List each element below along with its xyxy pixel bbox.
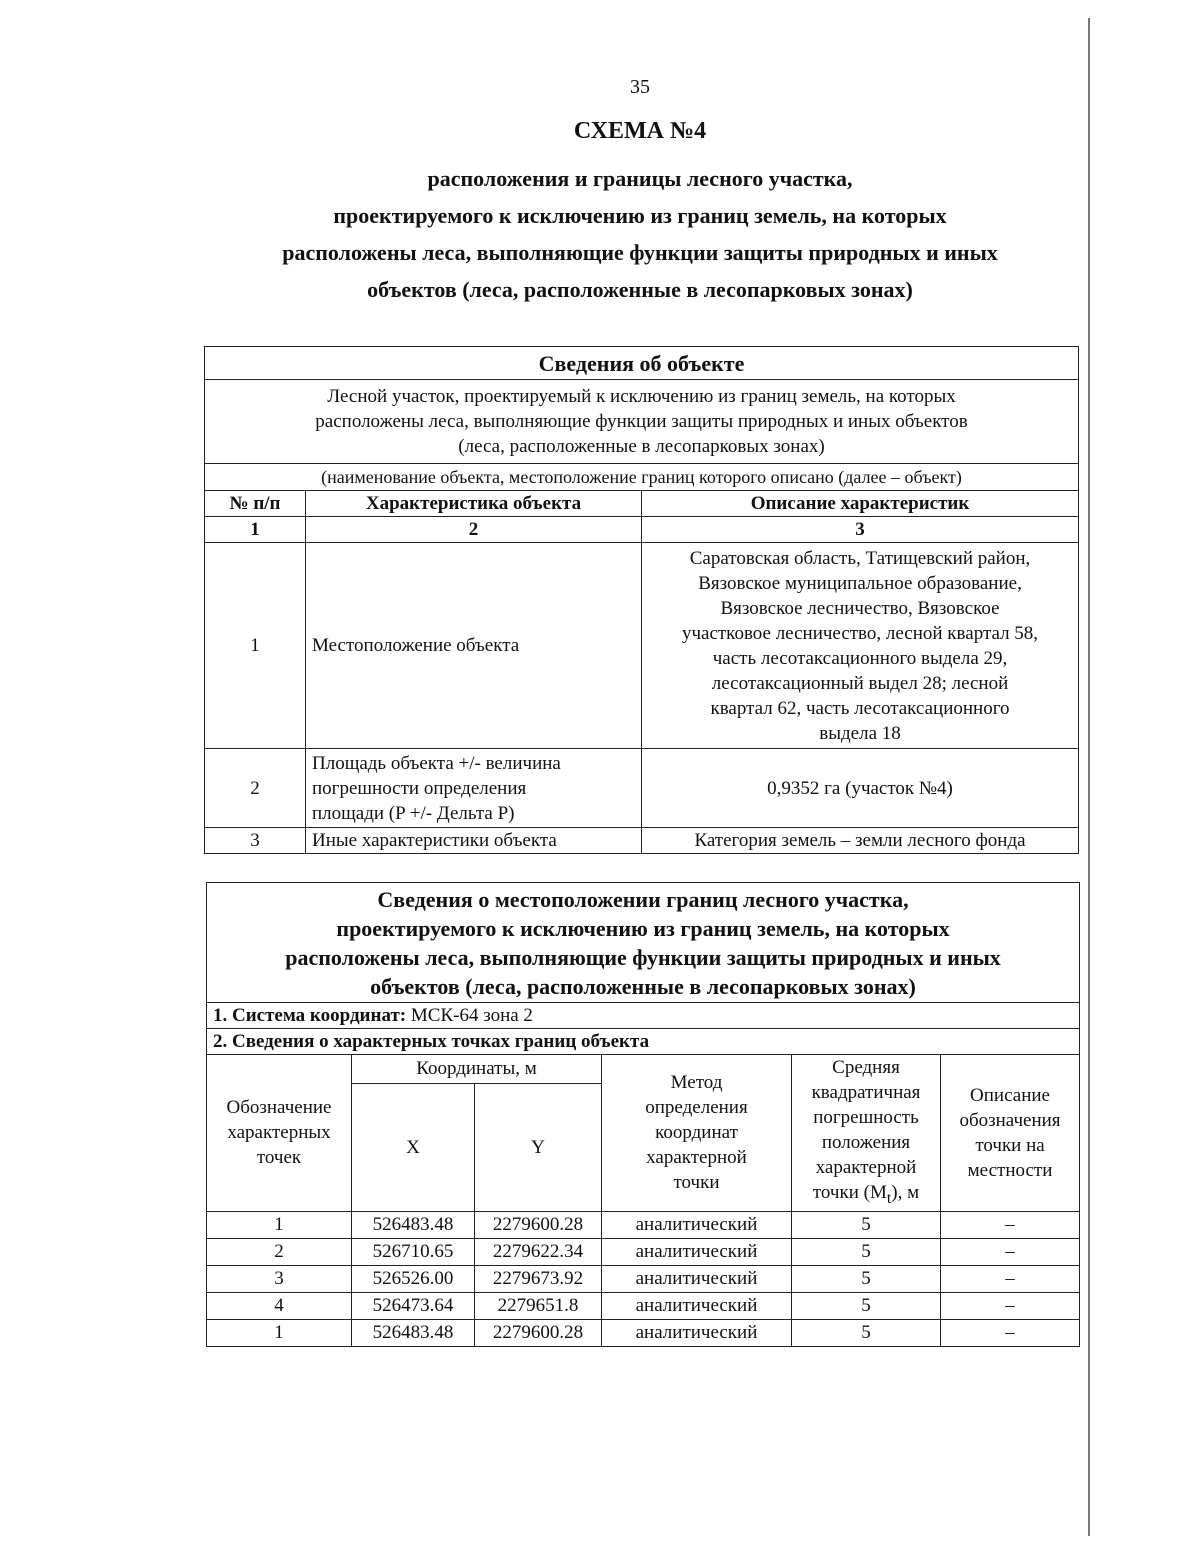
- col-header-description: Описание характеристик: [642, 491, 1079, 517]
- col-error-line: погрешность: [813, 1107, 919, 1128]
- boundary-table-header: [207, 883, 1080, 1003]
- object-caption: (наименование объекта, местоположение границ которого описано (далее – объект): [205, 464, 1079, 491]
- object-info-table: [204, 346, 1079, 854]
- col-number: 1: [205, 517, 306, 543]
- description-line: часть лесотаксационного выдела 29,: [712, 647, 1008, 669]
- cell-point: 1: [207, 1211, 352, 1238]
- col-number: 3: [642, 517, 1079, 543]
- coord-system-label: 1. Система координат:: [213, 1005, 407, 1026]
- row-description: [642, 543, 1079, 749]
- cell-method: аналитический: [602, 1292, 792, 1319]
- cell-desc: –: [941, 1238, 1080, 1265]
- table-row: [207, 1265, 1080, 1292]
- row-description: 0,9352 га (участок №4): [642, 749, 1079, 828]
- col-x: X: [352, 1083, 475, 1211]
- col-error-unit: ), м: [891, 1182, 920, 1203]
- cell-method: аналитический: [602, 1238, 792, 1265]
- boundary-header-line: объектов (леса, расположенные в лесопарковых зонах): [370, 973, 916, 999]
- object-table-header: Сведения об объекте: [205, 347, 1079, 380]
- subtitle-line: расположения и границы лесного участка,: [427, 166, 853, 191]
- col-coordinates: Координаты, м: [352, 1055, 602, 1084]
- cell-point: 1: [207, 1319, 352, 1346]
- characteristic-line: площади (P +/- Дельта P): [312, 802, 515, 824]
- col-header-num: № п/п: [205, 491, 306, 517]
- cell-x: 526483.48: [352, 1319, 475, 1346]
- col-point-description: [941, 1055, 1080, 1212]
- cell-x: 526526.00: [352, 1265, 475, 1292]
- cell-error: 5: [792, 1292, 941, 1319]
- cell-method: аналитический: [602, 1265, 792, 1292]
- object-name: [205, 380, 1079, 464]
- row-num: 3: [205, 828, 306, 854]
- cell-error: 5: [792, 1319, 941, 1346]
- cell-desc: –: [941, 1319, 1080, 1346]
- object-name-line: (леса, расположенные в лесопарковых зонах): [458, 436, 825, 457]
- description-line: Вязовское лесничество, Вязовское: [720, 597, 1000, 619]
- boundary-header-line: Сведения о местоположении границ лесного участка,: [377, 886, 909, 912]
- cell-y: 2279673.92: [475, 1265, 602, 1292]
- cell-point: 4: [207, 1292, 352, 1319]
- col-number: 2: [306, 517, 642, 543]
- table-row: [207, 1292, 1080, 1319]
- col-error: [792, 1055, 941, 1212]
- description-line: Саратовская область, Татищевский район,: [689, 547, 1031, 569]
- description-line: лесотаксационный выдел 28; лесной: [711, 672, 1009, 694]
- cell-error: 5: [792, 1265, 941, 1292]
- col-desc-line: Описание: [970, 1084, 1050, 1106]
- col-desc-line: обозначения: [959, 1109, 1061, 1131]
- description-line: квартал 62, часть лесотаксационного: [710, 697, 1010, 719]
- object-name-line: расположены леса, выполняющие функции защиты природных и иных объектов: [315, 411, 968, 432]
- page-number: 35: [630, 76, 650, 98]
- table-row: [205, 828, 1079, 854]
- col-error-text: точки (M: [812, 1182, 887, 1203]
- col-method: [602, 1055, 792, 1212]
- col-error-line: Средняя: [832, 1057, 900, 1078]
- cell-y: 2279651.8: [475, 1292, 602, 1319]
- col-designation-line: характерных: [227, 1122, 331, 1144]
- subtitle-line: проектируемого к исключению из границ земель, на которых: [333, 203, 947, 228]
- coord-system: [207, 1003, 1080, 1029]
- cell-desc: –: [941, 1292, 1080, 1319]
- cell-x: 526473.64: [352, 1292, 475, 1319]
- subtitle-line: расположены леса, выполняющие функции защиты природных и иных: [282, 240, 998, 265]
- description-line: выдела 18: [819, 722, 901, 744]
- row-num: 2: [205, 749, 306, 828]
- cell-method: аналитический: [602, 1211, 792, 1238]
- cell-desc: –: [941, 1265, 1080, 1292]
- col-error-line: [794, 1180, 938, 1211]
- table-row: [207, 1319, 1080, 1346]
- table-row: [207, 1238, 1080, 1265]
- table-row: [205, 749, 1079, 828]
- cell-error: 5: [792, 1238, 941, 1265]
- col-y: Y: [475, 1083, 602, 1211]
- description-line: участковое лесничество, лесной квартал 58,: [681, 622, 1039, 644]
- coord-system-value: МСК-64 зона 2: [410, 1005, 533, 1026]
- col-designation-line: точек: [256, 1147, 302, 1169]
- table-row: [207, 1211, 1080, 1238]
- cell-method: аналитический: [602, 1319, 792, 1346]
- row-description: Категория земель – земли лесного фонда: [642, 828, 1079, 854]
- boundary-header-line: проектируемого к исключению из границ земель, на которых: [336, 915, 950, 941]
- document-subtitle: [140, 160, 1140, 308]
- col-method-line: Метод: [670, 1072, 723, 1094]
- cell-x: 526710.65: [352, 1238, 475, 1265]
- col-desc-line: местности: [967, 1159, 1053, 1181]
- col-error-line: положения: [821, 1132, 911, 1153]
- characteristic-line: погрешности определения: [312, 777, 527, 799]
- table-row: [205, 543, 1079, 749]
- cell-point: 3: [207, 1265, 352, 1292]
- col-error-line: квадратичная: [811, 1082, 921, 1103]
- col-method-line: определения: [645, 1097, 748, 1119]
- row-num: 1: [205, 543, 306, 749]
- row-characteristic: [306, 749, 642, 828]
- description-line: Вязовское муниципальное образование,: [698, 572, 1022, 594]
- cell-point: 2: [207, 1238, 352, 1265]
- cell-y: 2279600.28: [475, 1211, 602, 1238]
- cell-x: 526483.48: [352, 1211, 475, 1238]
- document-title: СХЕМА №4: [573, 118, 707, 144]
- characteristic-line: Площадь объекта +/- величина: [312, 752, 561, 774]
- cell-y: 2279622.34: [475, 1238, 602, 1265]
- col-method-line: точки: [673, 1172, 720, 1194]
- col-method-line: координат: [655, 1122, 738, 1144]
- object-name-line: Лесной участок, проектируемый к исключению из границ земель, на которых: [327, 386, 956, 407]
- col-header-characteristic: Характеристика объекта: [306, 491, 642, 517]
- col-error-subscript: t: [886, 1189, 892, 1207]
- cell-y: 2279600.28: [475, 1319, 602, 1346]
- col-error-line: характерной: [815, 1157, 917, 1178]
- row-characteristic: Местоположение объекта: [306, 543, 642, 749]
- row-characteristic: Иные характеристики объекта: [306, 828, 642, 854]
- subtitle-line: объектов (леса, расположенные в лесопарковых зонах): [367, 277, 913, 302]
- cell-error: 5: [792, 1211, 941, 1238]
- col-desc-line: точки на: [975, 1134, 1045, 1156]
- cell-desc: –: [941, 1211, 1080, 1238]
- col-method-line: характерной: [646, 1147, 747, 1169]
- boundary-points-table: [206, 882, 1080, 1347]
- col-designation: [207, 1055, 352, 1212]
- points-section-title: 2. Сведения о характерных точках границ объекта: [207, 1029, 1080, 1055]
- boundary-header-line: расположены леса, выполняющие функции защиты природных и иных: [285, 944, 1001, 970]
- col-designation-line: Обозначение: [226, 1097, 332, 1119]
